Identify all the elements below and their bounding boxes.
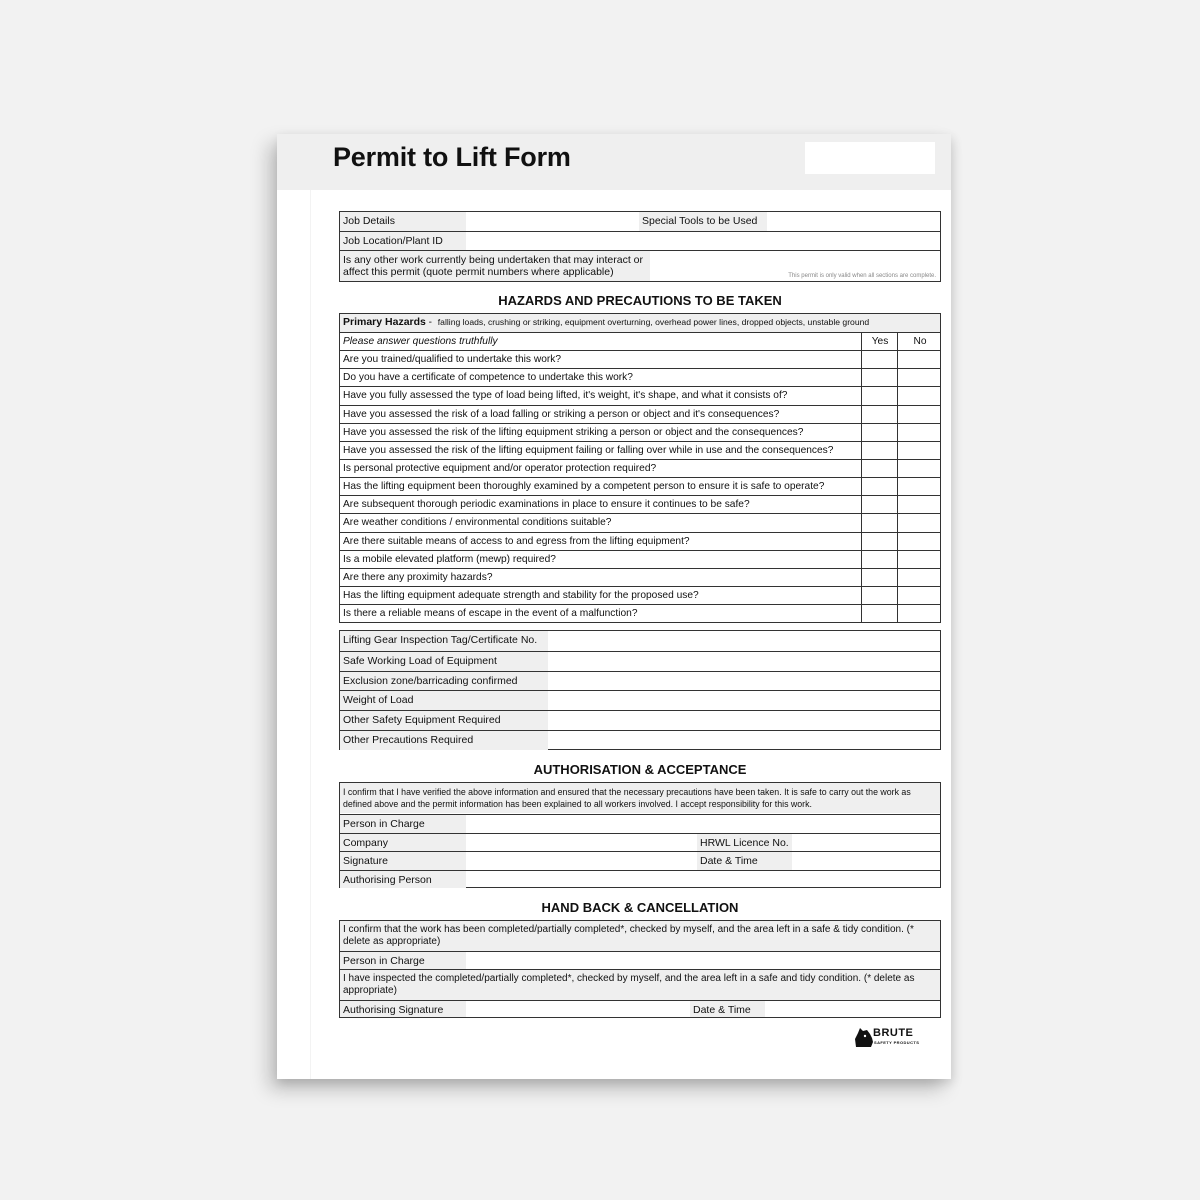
other-work-row xyxy=(340,250,940,281)
equipment-row-label: Other Precautions Required xyxy=(340,731,548,750)
hazard-question-list xyxy=(340,332,940,622)
no-checkbox-cell[interactable] xyxy=(897,569,942,586)
no-checkbox-cell[interactable] xyxy=(897,514,942,531)
hazard-question-text: Are there any proximity hazards? xyxy=(343,571,493,583)
yes-checkbox-cell[interactable] xyxy=(861,369,898,386)
yes-column-header: Yes xyxy=(861,333,898,350)
authorising-person-label: Authorising Person xyxy=(340,871,466,889)
yes-checkbox-cell[interactable] xyxy=(861,496,898,513)
hazard-question-text: Do you have a certificate of competence to undertake this work? xyxy=(343,372,633,384)
authorisation-table xyxy=(339,782,941,888)
hazard-question-row xyxy=(340,441,940,459)
authorising-person-row xyxy=(340,870,940,889)
job-location-row xyxy=(340,231,940,250)
equipment-row xyxy=(340,631,940,651)
no-checkbox-cell[interactable] xyxy=(897,351,942,368)
logo-wordmark: BRUTE xyxy=(873,1027,914,1039)
form-header xyxy=(277,134,951,190)
hazard-question-row xyxy=(340,459,940,477)
no-checkbox-cell[interactable] xyxy=(897,460,942,477)
yes-checkbox-cell[interactable] xyxy=(861,406,898,423)
yes-checkbox-cell[interactable] xyxy=(861,424,898,441)
signature-label: Signature xyxy=(340,852,466,870)
authorisation-statement: I confirm that I have verified the above information and ensured that the necessary precautions have been taken. It is safe to carry out the work as defined above and the permit information has been explained to all workers involved. I accept responsibility for this work. xyxy=(340,783,940,813)
hazard-question-row xyxy=(340,386,940,404)
no-checkbox-cell[interactable] xyxy=(897,496,942,513)
other-work-label: Is any other work currently being undertaken that may interact or affect this permit (quote permit numbers where applicable) xyxy=(340,251,650,281)
no-checkbox-cell[interactable] xyxy=(897,478,942,495)
hazard-question-text: Are there suitable means of access to and egress from the lifting equipment? xyxy=(343,535,690,547)
hazard-question-row xyxy=(340,604,940,622)
primary-hazards-text: falling loads, crushing or striking, equipment overturning, overhead power lines, dropped objects, unstable ground xyxy=(437,317,870,327)
hrwl-label: HRWL Licence No. xyxy=(697,834,792,852)
hazard-question-text: Have you assessed the risk of the lifting equipment failing or falling over while in use and the consequences? xyxy=(343,444,834,456)
company-row xyxy=(340,833,940,852)
page-fold-line xyxy=(310,190,311,1079)
hazard-question-row xyxy=(340,532,940,550)
yes-checkbox-cell[interactable] xyxy=(861,351,898,368)
hazard-question-row xyxy=(340,350,940,368)
yes-checkbox-cell[interactable] xyxy=(861,605,898,622)
primary-hazards-row xyxy=(340,314,940,332)
equipment-table xyxy=(339,630,941,750)
equipment-row xyxy=(340,730,940,750)
hazard-question-text: Have you fully assessed the type of load being lifted, it's weight, it's shape, and what it consists of? xyxy=(343,390,788,402)
hazard-question-text: Have you assessed the risk of a load falling or striking a person or object and it's consequences? xyxy=(343,408,780,420)
no-checkbox-cell[interactable] xyxy=(897,369,942,386)
equipment-row xyxy=(340,710,940,730)
no-column-header: No xyxy=(897,333,942,350)
handback-statement2: I have inspected the completed/partially completed*, checked by myself, and the area left in a safe and tidy condition. (* delete as appropriate) xyxy=(340,970,940,1000)
validity-note: This permit is only valid when all sections are complete. xyxy=(788,273,936,279)
instructions-text: Please answer questions truthfully xyxy=(343,336,498,347)
job-details-label: Job Details xyxy=(340,212,466,231)
logo-subtext: SAFETY PRODUCTS xyxy=(874,1040,920,1045)
hazard-question-text: Are subsequent thorough periodic examinations in place to ensure it continues to be safe? xyxy=(343,499,750,511)
primary-hazards-dash: - xyxy=(428,317,433,328)
hazards-table xyxy=(339,313,941,623)
hazard-question-row xyxy=(340,423,940,441)
hazard-question-row xyxy=(340,550,940,568)
header-blank-box xyxy=(805,142,935,174)
handback-statement1: I confirm that the work has been completed/partially completed*, checked by myself, and the area left in a safe & tidy condition. (* delete as appropriate) xyxy=(340,921,940,951)
brute-logo xyxy=(853,1026,923,1050)
form-title: Permit to Lift Form xyxy=(333,142,571,172)
authorising-signature-row xyxy=(340,1000,940,1017)
hazard-question-text: Has the lifting equipment been thoroughly examined by a competent person to ensure it is safe to operate? xyxy=(343,481,825,493)
hazard-question-row xyxy=(340,368,940,386)
yes-checkbox-cell[interactable] xyxy=(861,442,898,459)
instructions-row xyxy=(340,332,940,350)
hazard-question-row xyxy=(340,513,940,531)
equipment-row-label: Lifting Gear Inspection Tag/Certificate No. xyxy=(340,631,548,651)
no-checkbox-cell[interactable] xyxy=(897,406,942,423)
yes-checkbox-cell[interactable] xyxy=(861,569,898,586)
special-tools-label: Special Tools to be Used xyxy=(639,212,767,231)
no-checkbox-cell[interactable] xyxy=(897,533,942,550)
hazard-question-text: Are you trained/qualified to undertake this work? xyxy=(343,354,562,366)
signature-row xyxy=(340,851,940,870)
hazards-heading: HAZARDS AND PRECAUTIONS TO BE TAKEN xyxy=(498,293,782,308)
auth-person-row xyxy=(340,814,940,833)
job-location-label: Job Location/Plant ID xyxy=(340,232,466,250)
company-label: Company xyxy=(340,834,466,852)
equipment-row-label: Weight of Load xyxy=(340,691,548,710)
yes-checkbox-cell[interactable] xyxy=(861,387,898,404)
no-checkbox-cell[interactable] xyxy=(897,587,942,604)
handback-statement1-row xyxy=(340,921,940,951)
job-details-table xyxy=(339,211,941,282)
auth-person-in-charge-label: Person in Charge xyxy=(340,815,466,833)
handback-heading: HAND BACK & CANCELLATION xyxy=(541,900,739,915)
no-checkbox-cell[interactable] xyxy=(897,424,942,441)
yes-checkbox-cell[interactable] xyxy=(861,478,898,495)
hazard-question-row xyxy=(340,568,940,586)
hazard-question-text: Is personal protective equipment and/or operator protection required? xyxy=(343,462,657,474)
hazard-question-text: Is a mobile elevated platform (mewp) required? xyxy=(343,553,556,565)
yes-checkbox-cell[interactable] xyxy=(861,514,898,531)
hazard-question-text: Has the lifting equipment adequate strength and stability for the proposed use? xyxy=(343,589,699,601)
equipment-row xyxy=(340,651,940,671)
handback-table xyxy=(339,920,941,1018)
equipment-row xyxy=(340,690,940,710)
no-checkbox-cell[interactable] xyxy=(897,442,942,459)
yes-checkbox-cell[interactable] xyxy=(861,587,898,604)
yes-checkbox-cell[interactable] xyxy=(861,533,898,550)
auth-date-time-label: Date & Time xyxy=(697,852,792,870)
hazard-question-text: Are weather conditions / environmental conditions suitable? xyxy=(343,517,612,529)
bulldog-icon xyxy=(853,1026,875,1048)
handback-person-in-charge-label: Person in Charge xyxy=(340,952,466,969)
equipment-row-label: Exclusion zone/barricading confirmed xyxy=(340,672,548,691)
hazard-question-text: Have you assessed the risk of the lifting equipment striking a person or object and the consequences? xyxy=(343,426,804,438)
equipment-row-label: Other Safety Equipment Required xyxy=(340,711,548,730)
hazard-question-row xyxy=(340,405,940,423)
handback-date-time-label: Date & Time xyxy=(690,1001,765,1017)
no-checkbox-cell[interactable] xyxy=(897,605,942,622)
authorising-signature-label: Authorising Signature xyxy=(340,1001,466,1017)
hazard-question-row xyxy=(340,586,940,604)
job-details-row xyxy=(340,212,940,231)
handback-person-row xyxy=(340,951,940,969)
no-checkbox-cell[interactable] xyxy=(897,387,942,404)
no-checkbox-cell[interactable] xyxy=(897,551,942,568)
authorisation-heading: AUTHORISATION & ACCEPTANCE xyxy=(533,762,747,777)
yes-checkbox-cell[interactable] xyxy=(861,551,898,568)
hazard-question-text: Is there a reliable means of escape in the event of a malfunction? xyxy=(343,608,638,620)
authorisation-statement-row xyxy=(340,783,940,814)
equipment-row-label: Safe Working Load of Equipment xyxy=(340,652,548,671)
primary-hazards-label: Primary Hazards xyxy=(343,316,426,328)
handback-statement2-row xyxy=(340,969,940,1000)
yes-checkbox-cell[interactable] xyxy=(861,460,898,477)
form-sheet xyxy=(277,134,951,1079)
equipment-row xyxy=(340,671,940,691)
hazard-question-row xyxy=(340,495,940,513)
hazard-question-row xyxy=(340,477,940,495)
